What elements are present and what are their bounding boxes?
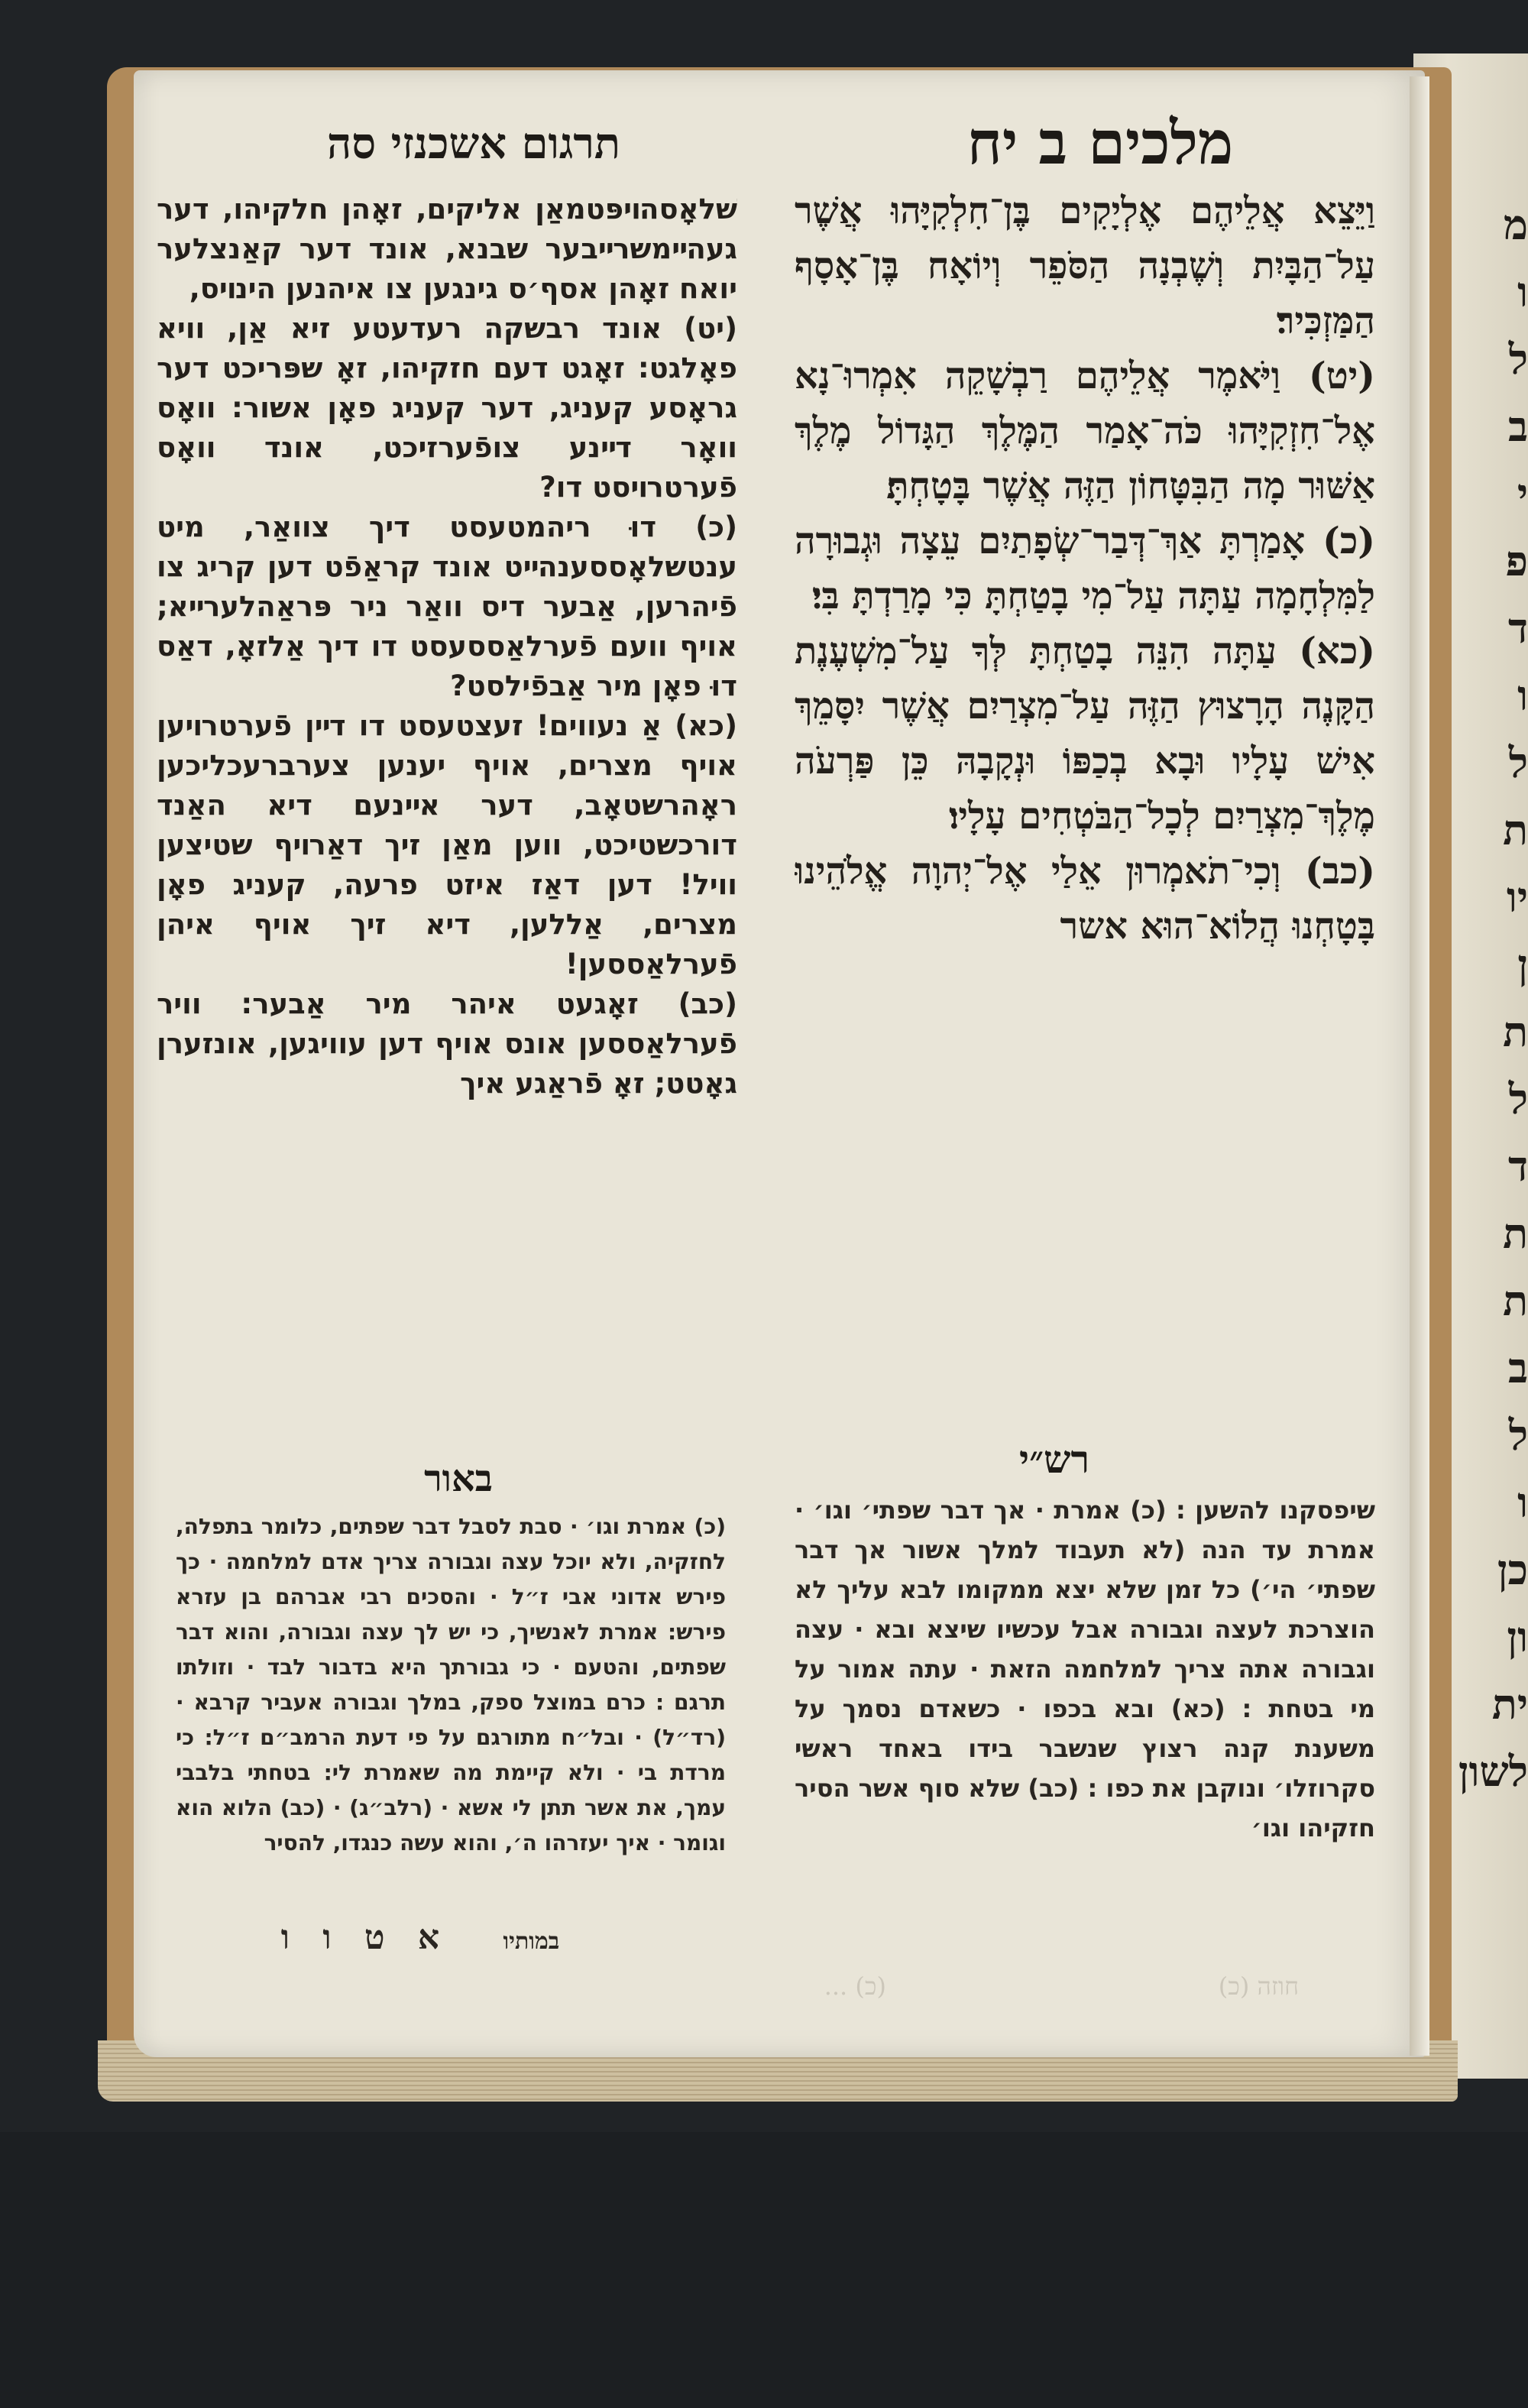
hebrew-verse: (יט) וַיֹּאמֶר אֲלֵיהֶם רַבְשָׁקֵה אִמְרוּ־נָא אֶל־חִזְקִיָּהוּ כֹּה־אָמַר הַמֶּלֶךְ הַגָּדוֹל מֶלֶךְ אַשּׁוּר מָה הַבִּטָּחוֹן הַזֶּה אֲשֶׁר בָּטָחְתָּ׃ [795,355,1375,507]
fragment: ד [1508,1142,1528,1191]
hebrew-verse: (כ) אָמַרְתָּ אַךְ־דְּבַר־שְׂפָתַיִם עֵצָה וּגְבוּרָה לַמִּלְחָמָה עַתָּה עַל־מִי בָטַחְתָּ כִּי מָרַדְתָּ בִּי׃ [795,520,1375,617]
biur-heading: באור [424,1457,493,1500]
fragment: ן [1517,940,1528,989]
yiddish-verse: (כ) דוּ ריהמטעסט דיך צוואַר, מיט ענטשלאָססענהײט אונד קראַפֿט דען קריג צו פֿיהרען, אַבער דיס וואַר ניר פּראַהלערײא; אויף וועם פֿערלאַססעסט דו דיך אַלזאָ, דאַס דוּ פאָן מיר אַבפֿילסט? [157,510,737,702]
fragment: ו [1517,267,1528,316]
catchword: במותיו [503,1928,560,1955]
fragment: ת [1503,1276,1528,1325]
fragment: ל [1508,1074,1528,1123]
yiddish-verse: שׁלאָסהױפּטמאַן אליקים, זאָהן חלקיהו, דער געהײמשרײבער שבנא, אונד דער קאַנצלער יואח זאָהן אסף׳ס גינגען צו איהנען הינױס, [157,193,737,305]
yiddish-verse: (יט) אונד רבשקה רעדעטע זיא אַן, וויא פאָלגט: זאָגט דעם חזקיהו, זאָ שפּריכט דער גראָסע קעניג, דער קעניג פאָן אשור: וואָס וואָר דײנע צופֿערזיכט, אונד וואָס פֿערטרױסט דו? [157,312,737,504]
signature-mark: א ט ו ו [280,1918,451,1957]
fragment: י [1517,469,1528,518]
fragment: פ [1505,536,1528,585]
hebrew-text-column [795,183,1375,1421]
bleed-through-text: חוזה (כ) [1218,1972,1299,2001]
printer-signature [191,1918,649,1957]
fragment: ון [1507,1612,1528,1661]
fragment: ו [1517,1478,1528,1527]
fragment: ל [1508,738,1528,787]
fragment: כן [1497,1545,1528,1594]
rashi-heading: רש״י [1018,1437,1090,1482]
fragment: ב [1507,402,1528,451]
facing-page-fragments [1455,191,1528,2063]
header-right-title: מלכים ב יח [966,109,1234,178]
fragment: ד [1508,604,1528,653]
book-cover-cloth [0,2132,1528,2408]
hebrew-verse: וַיֵּצֵא אֲלֵיהֶם אֶלְיָקִים בֶּן־חִלְקִיָּהוּ אֲשֶׁר עַל־הַבָּיִת וְשֶׁבְנָה הַסֹּפֵר וְיוֹאָח בֶּן־אָסָף הַמַּזְכִּיר׃ [795,190,1375,342]
hebrew-verse: (כב) וְכִי־תֹאמְרוּן אֵלַי אֶל־יְהוָה אֱלֹהֵינוּ בָּטָחְנוּ הֲלוֹא־הוּא אשר [795,850,1375,948]
fragment: ל [1508,335,1528,384]
page-gutter [1410,76,1429,2056]
biur-commentary: (כ) אמרת וגו׳ · סבת לסבל דבר שפתים, כלומר בתפלה, לחזקיה, ולא יוכל עצה וגבורה צריך אדם למלחמה · כך פירש אדוני אבי ז״ל · והסכים רבי אברהם בן עזרא פירש: אמרת לאנשיך, כי יש לך עצה וגבורה, והוא דבר שפתים, והטעם · כי גבורתך היא בדבור לבד · וזולתו תרגם : כרם במוצל ספק, במלך וגבורה אעביר קרבא · (רד״ל) · ובל״ח מתורגם על פי דעת הרמב״ם ז״ל: כי מרדת בי · ולא קיימת מה שאמרת לי: בטחתי בלבבי עמך, את אשר תתן לי אשא · (רלב״ג) · (כב) הלוא הוא וגומר · איך יעזרהו ה׳, והוא עשה כנגדו, להסיר [176,1514,726,1855]
bleed-through-text: (כ) ... [824,1972,886,2001]
fragment: ב [1507,1343,1528,1392]
fragment: ית [1491,1680,1528,1729]
yiddish-verse: (כא) אַ נעווים! זעצטעסט דו דײן פֿערטרױען אויף מצרים, אויף יענען צערברעכליכען ראָהרשטאָב, דער אײנעם דיא האַנד דורכשטיכט, ווען מאַן זיך דאַרױף שטיצען וויל! דען דאַז איזט פרעה, קעניג פאָן מצרים, אַללען, דיא זיך אויף איהן פֿערלאַססען! [157,709,737,980]
fragment: יו [1507,873,1528,922]
hebrew-verse: (כא) עַתָּה הִנֵּה בָטַחְתָּ לְּךָ עַל־מִשְׁעֶנֶת הַקָּנֶה הָרָצוּץ הַזֶּה עַל־מִצְרַיִם אֲשֶׁר יִסָּמֵךְ אִישׁ עָלָיו וּבָא בְכַפּוֹ וּנְקָבָהּ כֵּן פַּרְעֹה מֶלֶךְ־מִצְרַיִם לְכָל־הַבֹּטְחִים עָלָיו׃ [795,630,1375,838]
yiddish-verse: (כב) זאָגעט איהר מיר אַבער: וויר פֿערלאַססען אונס אויף דען עוויגען, אונזערן גאָטט; זאָ פֿראַגע איך [157,987,737,1100]
fragment: ת [1503,805,1528,854]
fragment: מ [1503,200,1528,249]
yiddish-translation-column [157,190,737,1443]
fragment: ת [1503,1007,1528,1056]
fragment: ו [1517,671,1528,720]
fragment: ל [1508,1411,1528,1460]
rashi-commentary: שיפסקנו להשען : (כ) אמרת · אך דבר שפתי׳ וגו׳ · אמרת עד הנה (לא תעבוד למלך אשור אך דבר שפתי׳ הי׳) כל זמן שלא יצא ממקומו לבא עליך לא הוצרכת לעצה וגבורה אבל עכשיו שיצא ובא · עצה וגבורה אתה צריך למלחמה הזאת · עתה אמור על מי בטחת : (כא) ובא בכפו · כשאדם נסמך על משענת קנה רצוץ שנשבר בידו באחד ראשי סקרוזלו׳ ונוקבן את כפו : (כב) שלא סוף אשר הסיר חזקיהו וגו׳ [795,1496,1375,1842]
fragment: ת [1503,1209,1528,1258]
header-left-title: תרגום אשכנזי סה [327,118,620,169]
fragment: לשון [1458,1747,1528,1796]
